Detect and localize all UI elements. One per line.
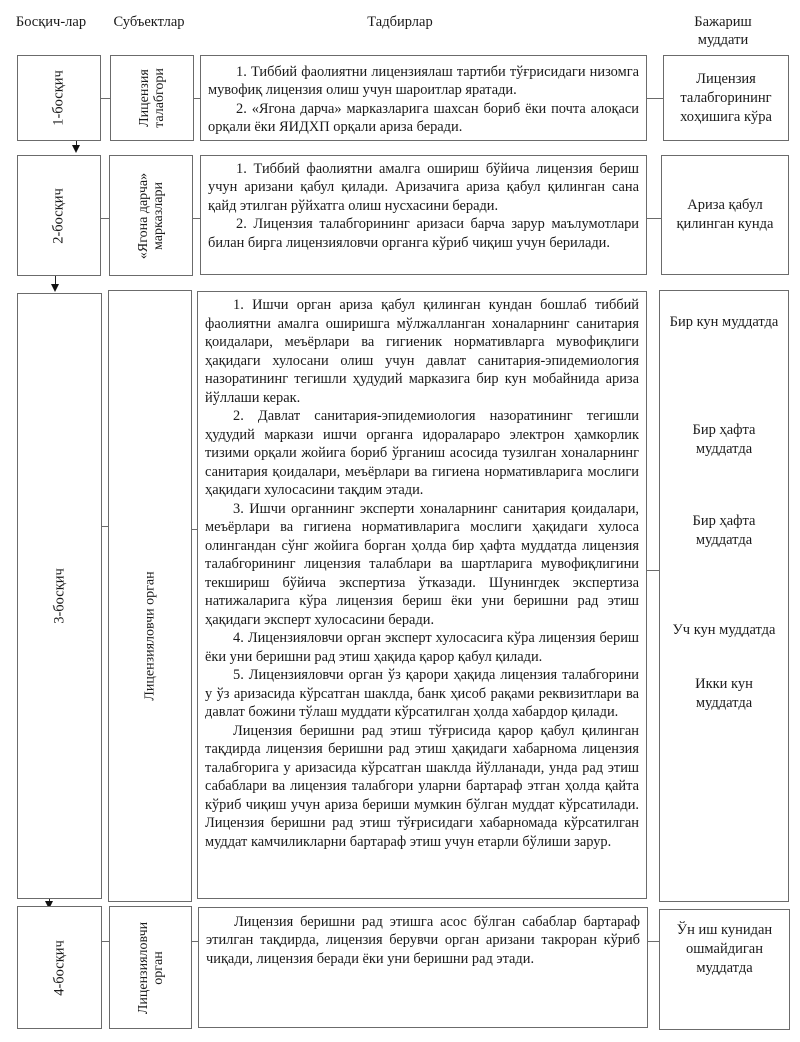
connector-line <box>647 218 661 219</box>
connector-line <box>647 570 659 571</box>
subject-4-line2: орган <box>150 950 166 985</box>
action-item: 2. «Ягона дарча» марказларига шахсан бориб ёки почта алоқаси орқали ёки ЯИДХП орқали ариза беради. <box>208 100 639 136</box>
term-line: муддатда <box>695 695 753 711</box>
actions-4-box <box>198 907 648 1028</box>
action-item: Лицензия беришни рад этиш тўғрисида қарор қабул қилинган тақдирда лицензия беришни рад этиш ҳақидаги хабарнома лицензия талабгорига у аризасида кўрсатган шаклда йўлланади, унда рад этиш сабаблари ва лицензия талабгори уларни бартараф этган ҳолда қайта кўриб чиқиш учун ариза бериши мумкин бўлган муддат кўрсатилади. Лицензия беришни рад этиш тўғрисидаги хабарномада кўрсатилган муддат камчиликларни бартараф этиш учун етарли бўлиши зарур. <box>205 722 639 850</box>
term-line: Ариза қабул <box>687 197 763 213</box>
connector-line <box>193 218 200 219</box>
connector-line <box>102 941 109 942</box>
term-line: муддатда <box>695 532 753 548</box>
action-item: 2. Лицензия талабгорининг аризаси барча зарур маълумотлари билан бирга лицензияловчи органга кўриб чиқиш учун берилади. <box>208 216 639 251</box>
action-item: 4. Лицензияловчи орган эксперт хулосасига кўра лицензия бериш ёки уни беришни рад этиш ҳақида қарор қабул қилади. <box>205 630 639 665</box>
term-line: қилинган кунда <box>676 216 774 232</box>
subject-1-box <box>110 55 194 141</box>
term-3-item-5 <box>660 675 788 713</box>
connector-line <box>101 218 109 219</box>
term-line: Икки кун <box>695 676 753 692</box>
stage-1-label: 1-босқич <box>50 70 67 126</box>
header-term-line1: Бажариш <box>694 14 752 30</box>
stage-2-label: 2-босқич <box>50 187 67 244</box>
term-2-text <box>677 196 774 234</box>
subject-2-line2: марказлари <box>151 181 166 250</box>
term-4-box <box>659 909 790 1030</box>
subject-1-line2: талабгори <box>152 68 167 128</box>
term-line: Бир ҳафта <box>692 513 756 529</box>
connector-line <box>101 98 110 99</box>
actions-2-box <box>200 155 647 275</box>
subject-3-box <box>108 290 192 902</box>
term-3-item-1 <box>660 313 788 332</box>
subject-1-line1: Лицензия <box>137 69 152 127</box>
term-1-text <box>680 70 772 127</box>
term-line: Уч кун муддатда <box>672 622 776 638</box>
subject-2-label <box>136 172 166 258</box>
subject-4-label <box>136 921 166 1013</box>
term-4-text <box>660 921 789 978</box>
header-actions: Тадбирлар <box>367 14 433 30</box>
term-line: Лицензия <box>696 70 756 87</box>
term-3-item-4 <box>660 621 788 640</box>
action-item: 2. Давлат санитария-эпидемиология назоратининг тегишли ҳудудий маркази ишчи органга идоралараро электрон ҳамкорлик тизими орқали жойига бориб ўрганиш асосида тузилган хоналарнинг санитария қоидалари, меъёрлари ва гигиена нормативларига мослиги ҳақидаги хулосасини тақдим этади. <box>205 408 639 498</box>
header-stages: Босқич-лар <box>15 14 87 30</box>
term-line: ошмайдиган <box>686 941 763 957</box>
header-subjects: Субъектлар <box>113 14 185 30</box>
term-line: муддатда <box>695 441 753 457</box>
subject-4-line1: Лицензияловчи <box>135 921 151 1014</box>
subject-3-label: Лицензияловчи орган <box>142 571 158 701</box>
term-1-box <box>663 55 789 141</box>
action-item: 3. Ишчи органнинг эксперти хоналарнинг санитария қоидалари, меъёрлари ва гигиена нормативларига мослиги ҳақидаги хулоса олингандан сўнг жойига борган ҳолда бир ҳафта муддатда лицензия талабгорининг лицензия талаблари ва шартларига мувофиқлигини текшириш бўйича экспертиза ўтказади. Шунингдек экспертиза натижаларига кўра лицензия бериш ёки уни беришни рад этиш ҳақидаги эксперт хулосасини беради. <box>205 500 639 628</box>
connector-line <box>648 941 659 942</box>
term-2-box <box>661 155 789 275</box>
action-item: Лицензия беришни рад этишга асос бўлган сабаблар бартараф этилган тақдирда, лицензия берувчи орган аризани такроран кўриб чиқади, лицензия беради ёки уни беришни рад этади. <box>206 914 640 967</box>
subject-2-box <box>109 155 193 276</box>
term-line: муддатда <box>696 960 753 976</box>
term-3-item-2 <box>660 421 788 459</box>
term-line: хоҳишига кўра <box>680 108 772 125</box>
term-3-item-3 <box>660 512 788 550</box>
action-item: 1. Тиббий фаолиятни лицензиялаш тартиби тўғрисидаги низомга мувофиқ лицензия олиш учун шароитлар яратади. <box>208 64 639 99</box>
subject-1-label <box>137 68 167 128</box>
term-line: талабгорининг <box>680 89 772 106</box>
actions-3-box <box>197 291 647 899</box>
arrow-down-icon <box>72 145 80 153</box>
header-term <box>660 13 786 49</box>
term-line: Ўн иш кунидан <box>676 922 773 938</box>
action-item: 5. Лицензияловчи орган ўз қарори ҳақида лицензия талабгорини у ўз аризасида кўрсатган шаклда, банк ҳисоб рақами реквизитлари ва давлат божини тўлаш муддати кўрсатилган ҳолда хабардор қилади. <box>205 667 639 720</box>
stage-4-label: 4-босқич <box>51 939 67 996</box>
stage-3-box <box>17 293 102 899</box>
stage-1-box <box>17 55 101 141</box>
arrow-down-icon <box>51 284 59 292</box>
subject-4-box <box>109 906 192 1029</box>
term-3-box <box>659 290 789 902</box>
term-line: Бир ҳафта <box>692 422 756 438</box>
action-item: 1. Тиббий фаолиятни амалга ошириш бўйича лицензия бериш учун аризани қабул қилади. Аризачига ариза қабул қилинган сана қайд этилган рўйхатга олиш нусхасини беради. <box>208 161 639 214</box>
stage-2-box <box>17 155 101 276</box>
subject-2-line1: «Ягона дарча» <box>136 172 151 259</box>
stage-3-label: 3-босқич <box>51 568 67 624</box>
header-term-line2: муддати <box>697 32 749 48</box>
connector-line <box>647 98 663 99</box>
actions-1-box <box>200 55 647 141</box>
stage-4-box <box>17 906 102 1029</box>
action-item: 1. Ишчи орган ариза қабул қилинган кундан бошлаб тиббий фаолиятни амалга оширишга мўлжалланган хоналарнинг санитария қоидалари, меъёрлари ва гигиеник нормативларга мувофиқлиги ҳақидаги хулосани олиш учун давлат санитария-эпидемиология назоратининг тегишли ҳудудий марказига бир кун мобайнида ариза йўллаши керак. <box>205 297 639 406</box>
term-line: Бир кун муддатда <box>669 314 779 330</box>
